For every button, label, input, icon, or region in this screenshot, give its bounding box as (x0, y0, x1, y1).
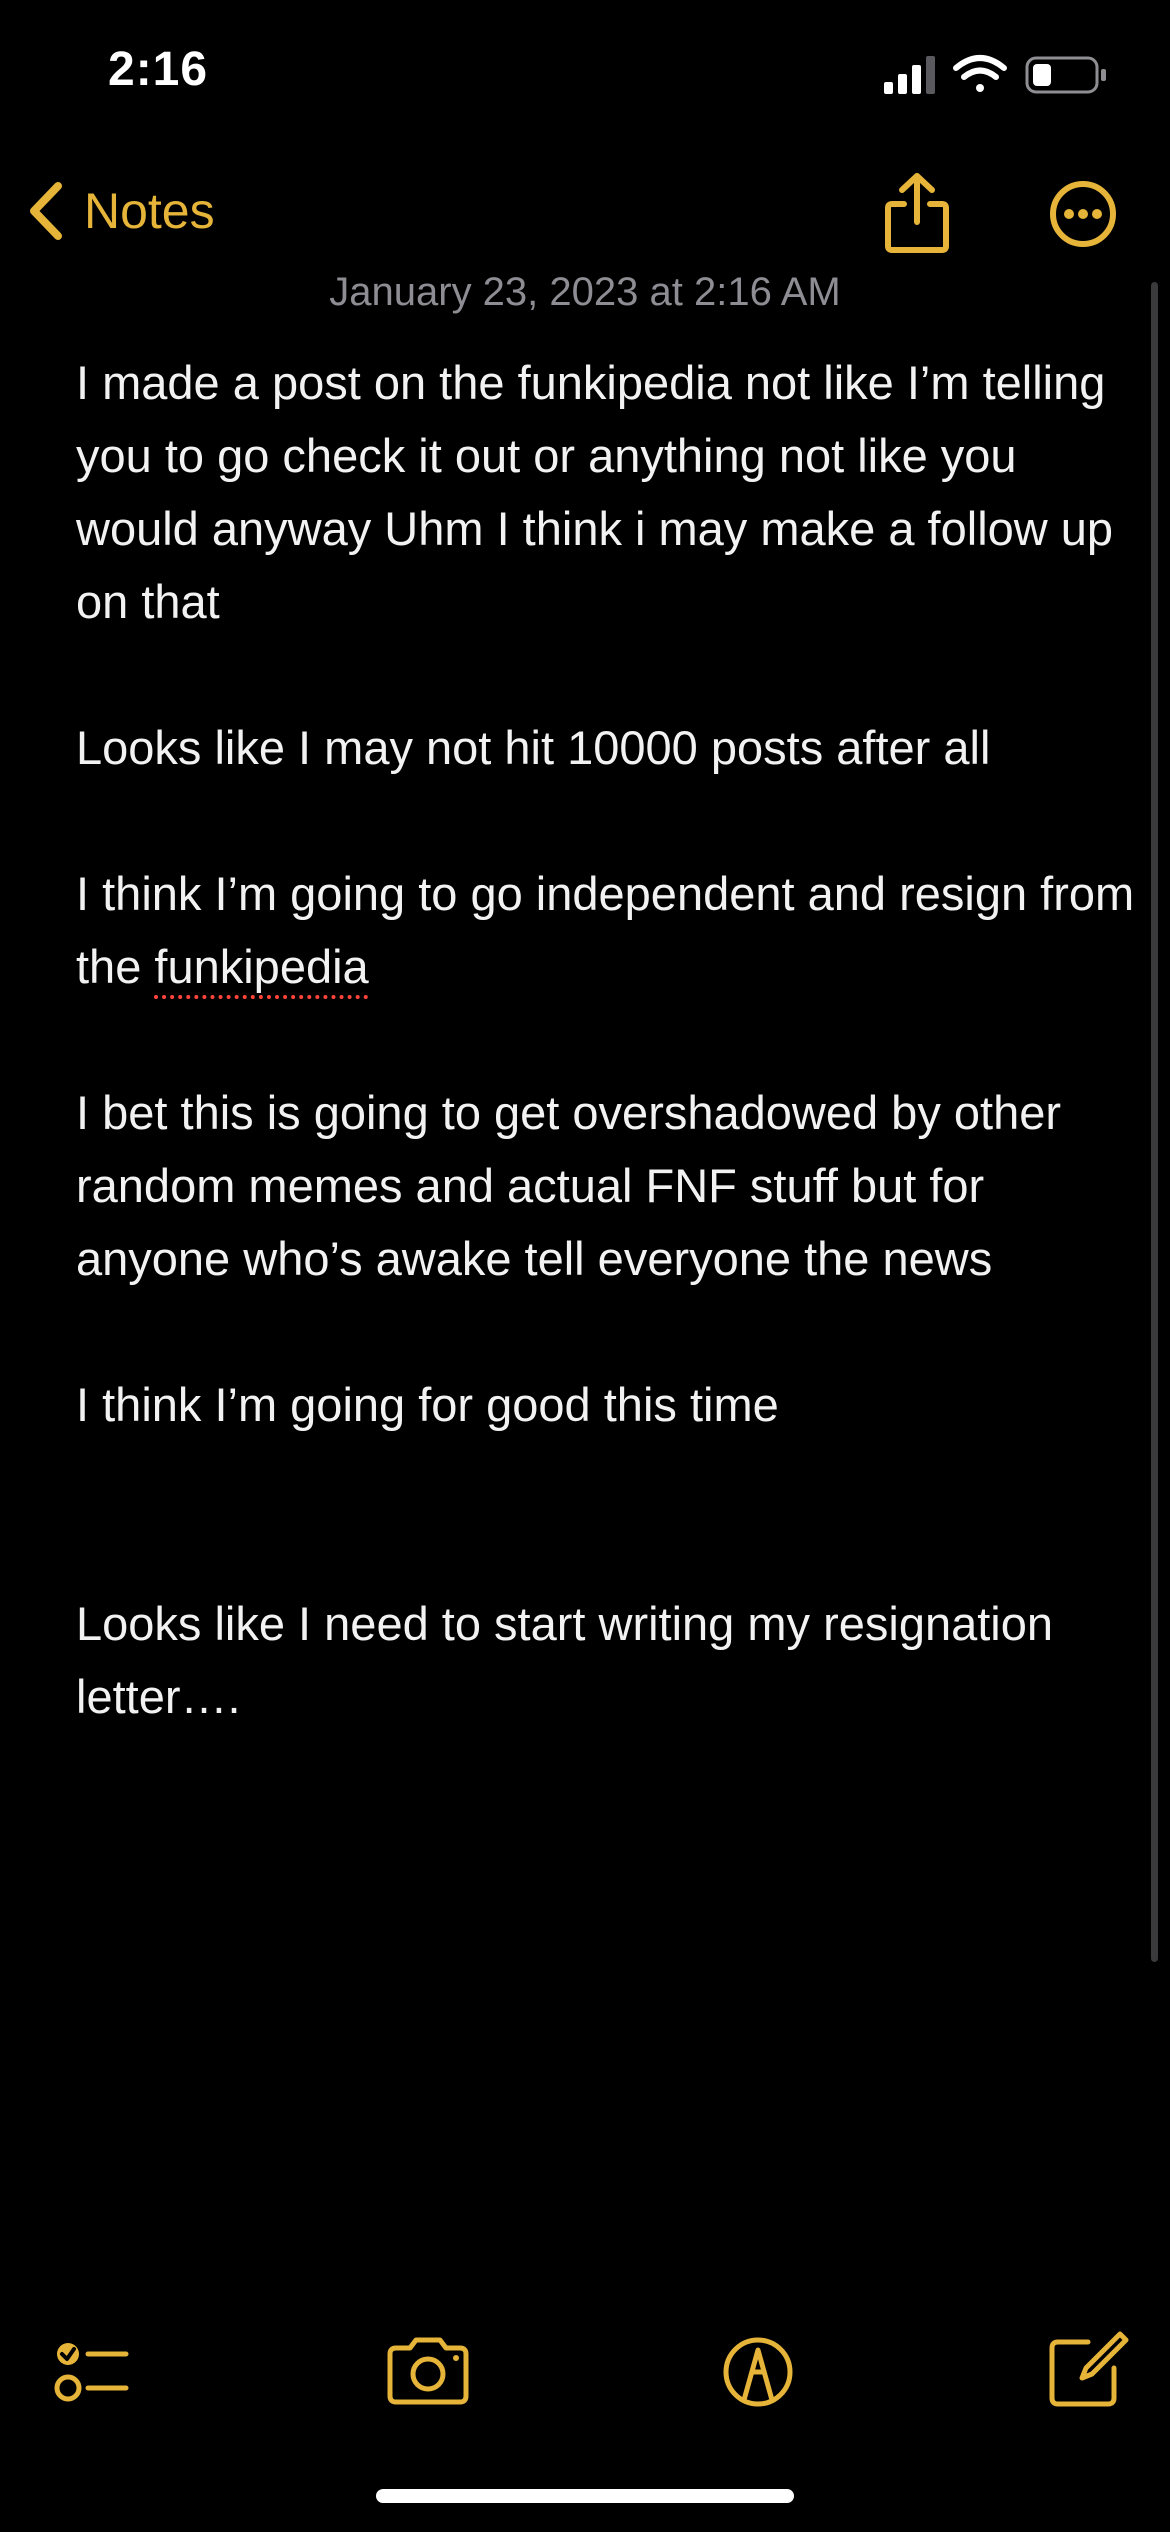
bottom-toolbar (0, 2320, 1170, 2420)
note-paragraph (76, 857, 1136, 1003)
more-icon[interactable] (1038, 168, 1128, 258)
navigation-bar (0, 160, 1170, 260)
status-icons (884, 52, 1114, 100)
back-button[interactable] (22, 176, 215, 246)
misspelled-word[interactable]: funkipedia (154, 940, 369, 993)
note-paragraph: I made a post on the funkipedia not like I’m telling you to go check it out or anything not like you would anyway Uhm I think i may make a follow up on that (76, 356, 1114, 628)
compose-icon[interactable] (1036, 2320, 1136, 2420)
battery-icon (1027, 58, 1106, 92)
camera-icon[interactable] (378, 2320, 478, 2420)
markup-icon[interactable] (708, 2320, 808, 2420)
note-paragraph: Looks like I need to start writing my resignation letter…. (76, 1597, 1054, 1723)
status-bar (0, 0, 1170, 150)
wifi-icon (956, 58, 1004, 92)
checklist-icon[interactable] (42, 2320, 142, 2420)
status-time: 2:16 (108, 43, 209, 96)
chevron-left-icon (22, 176, 70, 246)
note-paragraph: Looks like I may not hit 10000 posts after all (76, 721, 991, 774)
note-paragraph: I think I’m going for good this time (76, 1378, 779, 1431)
share-icon[interactable] (872, 168, 962, 258)
cellular-signal-icon (884, 56, 935, 94)
note-text: I think I’m going to go independent and resign from the (76, 867, 1135, 993)
back-label: Notes (84, 183, 215, 239)
note-paragraph: I bet this is going to get overshadowed by other random memes and actual FNF stuff but for anyone who’s awake tell everyone the news (76, 1086, 1062, 1285)
note-body[interactable] (76, 346, 1136, 1806)
note-date: January 23, 2023 at 2:16 AM (329, 270, 841, 314)
home-indicator[interactable] (376, 2489, 794, 2503)
scroll-indicator[interactable] (1151, 282, 1158, 1962)
